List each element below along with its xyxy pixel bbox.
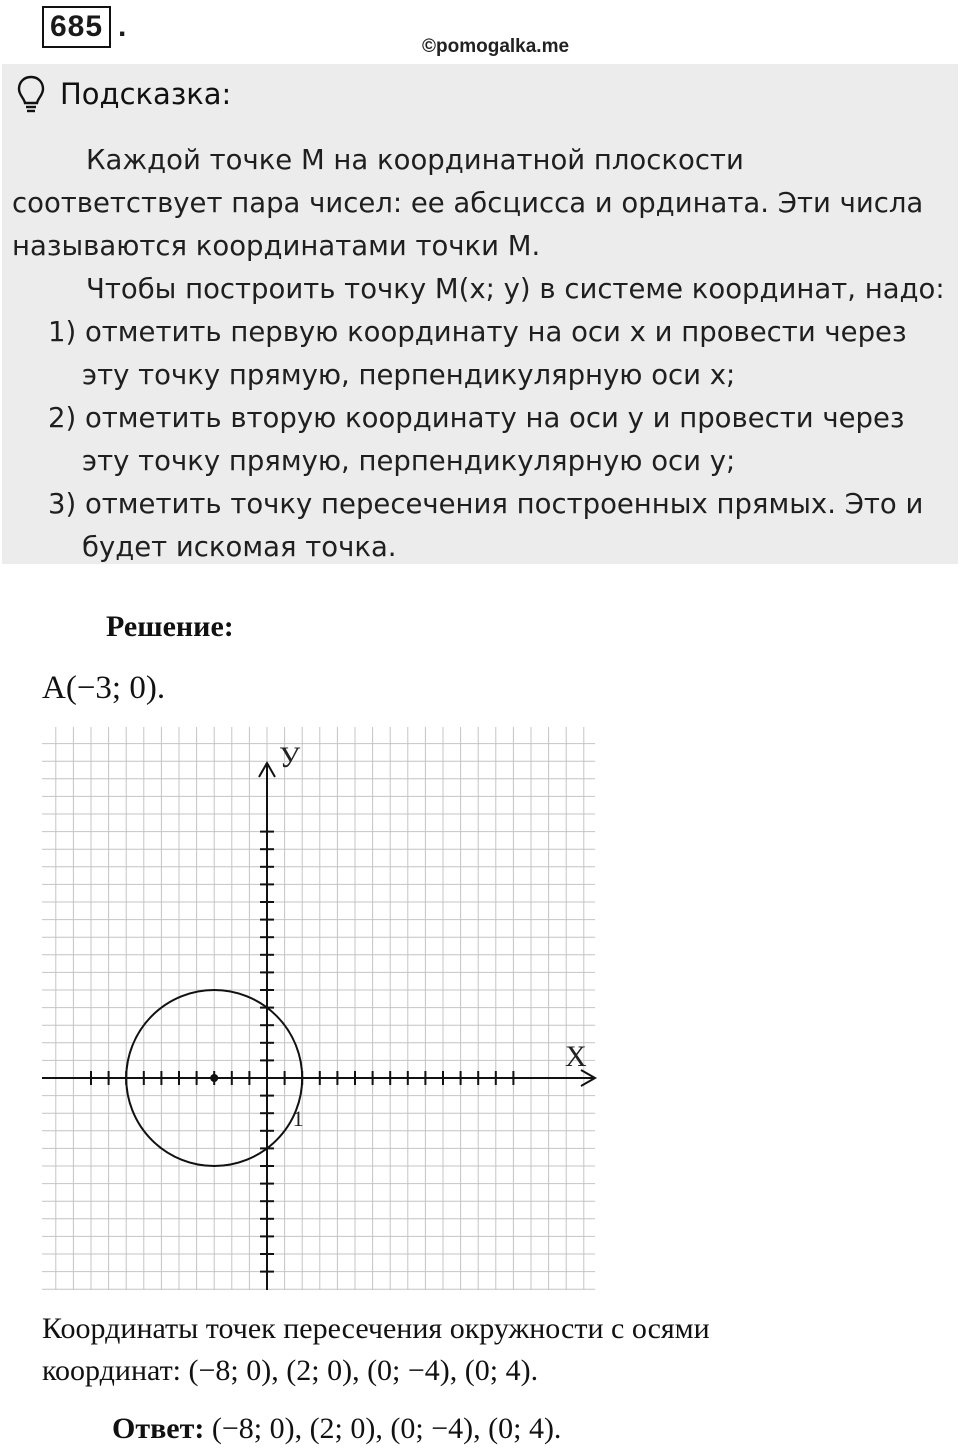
hint-list-item: 2) отметить вторую координату на оси y и провести через xyxy=(48,402,905,434)
y-axis-label: У xyxy=(279,741,301,774)
circle-center-point xyxy=(210,1074,218,1082)
problem-number-text: 685 xyxy=(50,10,104,43)
hint-text-line: называются координатами точки М. xyxy=(12,230,541,262)
hint-list-item-continued: эту точку прямую, перпендикулярную оси x; xyxy=(82,359,736,391)
lightbulb-icon xyxy=(16,74,46,114)
hint-title: Подсказка: xyxy=(60,77,232,111)
coordinate-plane xyxy=(40,725,600,1295)
axes xyxy=(42,763,595,1290)
answer-value: (−8; 0), (2; 0), (0; −4), (0; 4). xyxy=(204,1412,562,1445)
answer-line xyxy=(112,1412,561,1446)
hint-text-line: Каждой точке М на координатной плоскости xyxy=(86,144,744,176)
result-line: Координаты точек пересечения окружности с осями xyxy=(42,1312,710,1345)
result-line: координат: (−8; 0), (2; 0), (0; −4), (0; 4). xyxy=(42,1354,539,1387)
hint-list-item: 1) отметить первую координату на оси x и провести через xyxy=(48,316,907,348)
grid xyxy=(42,727,595,1290)
watermark: ©pomogalka.me xyxy=(422,36,570,57)
hint-text-line: Чтобы построить точку М(x; y) в системе координат, надо: xyxy=(86,273,945,305)
problem-number-dot: . xyxy=(118,10,127,43)
solution-title: Решение: xyxy=(106,610,234,643)
unit-label: 1 xyxy=(292,1106,304,1131)
hint-list-item: 3) отметить точку пересечения построенных прямых. Это и xyxy=(48,488,924,520)
problem-number xyxy=(42,6,111,48)
hint-list-item-continued: будет искомая точка. xyxy=(82,531,397,563)
hint-list-item-continued: эту точку прямую, перпендикулярную оси y; xyxy=(82,445,736,477)
hint-text-line: соответствует пара чисел: ее абсцисса и ордината. Эти числа xyxy=(12,187,924,219)
answer-label: Ответ: xyxy=(112,1412,205,1445)
x-axis-label: X xyxy=(565,1040,587,1073)
point-label: A(−3; 0). xyxy=(42,670,166,706)
